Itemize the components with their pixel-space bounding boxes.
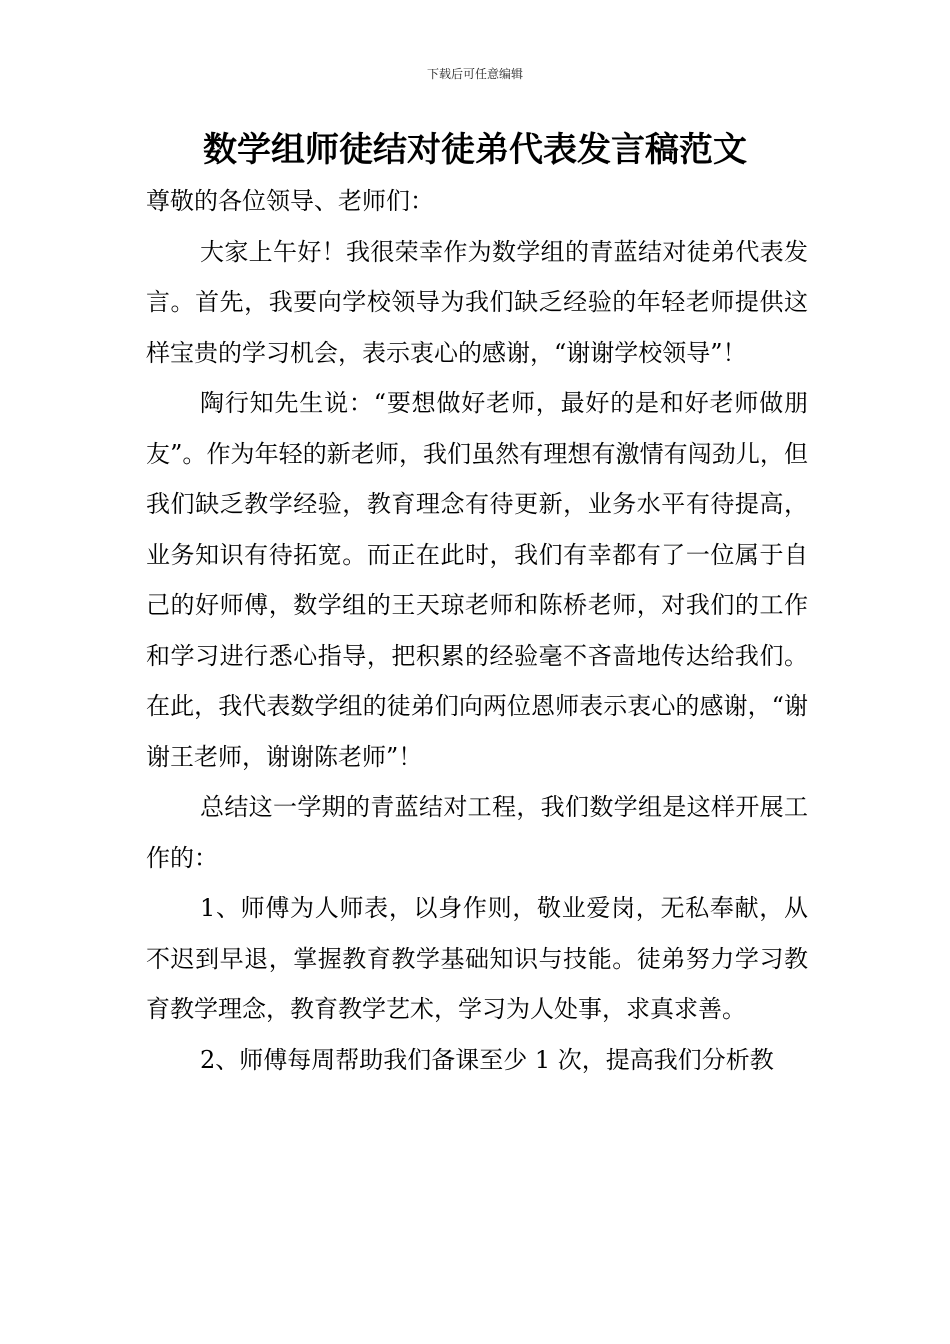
salutation: 尊敬的各位领导、老师们： bbox=[146, 187, 434, 215]
paragraph-mentors: 陶行知先生说：“要想做好老师，最好的是和好老师做朋友”。作为年轻的新老师，我们虽然有理想有激情有闯劲儿，但我们缺乏教学经验，教育理念有待更新，业务水平有待提高，业务知识有待拓宽。而正在此时，我们有幸都有了一位属于自己的好师傅，数学组的王天琼老师和陈桥老师，对我们的工作和学习进行悉心指导，把积累的经验毫不吝啬地传达给我们。在此，我代表数学组的徒弟们向两位恩师表示衷心的感谢，“谢谢王老师，谢谢陈老师”！ bbox=[146, 389, 808, 771]
document-title: 数学组师徒结对徒弟代表发言稿范文 bbox=[203, 130, 747, 170]
document-body bbox=[146, 176, 808, 1085]
paragraph-item-1: 1、师傅为人师表，以身作则，敬业爱岗，无私奉献，从不迟到早退，掌握教育教学基础知识与技能。徒弟努力学习教育教学理念，教育教学艺术，学习为人处事，求真求善。 bbox=[146, 894, 808, 1023]
paragraph-item-2: 2、师傅每周帮助我们备课至少 1 次，提高我们分析教 bbox=[200, 1045, 774, 1074]
header-note: 下载后可任意编辑 bbox=[426, 67, 523, 81]
paragraph-summary-intro: 总结这一学期的青蓝结对工程，我们数学组是这样开展工作的： bbox=[146, 793, 808, 872]
paragraph-greeting: 大家上午好！我很荣幸作为数学组的青蓝结对徒弟代表发言。首先，我要向学校领导为我们缺乏经验的年轻老师提供这样宝贵的学习机会，表示衷心的感谢，“谢谢学校领导”！ bbox=[146, 237, 808, 367]
